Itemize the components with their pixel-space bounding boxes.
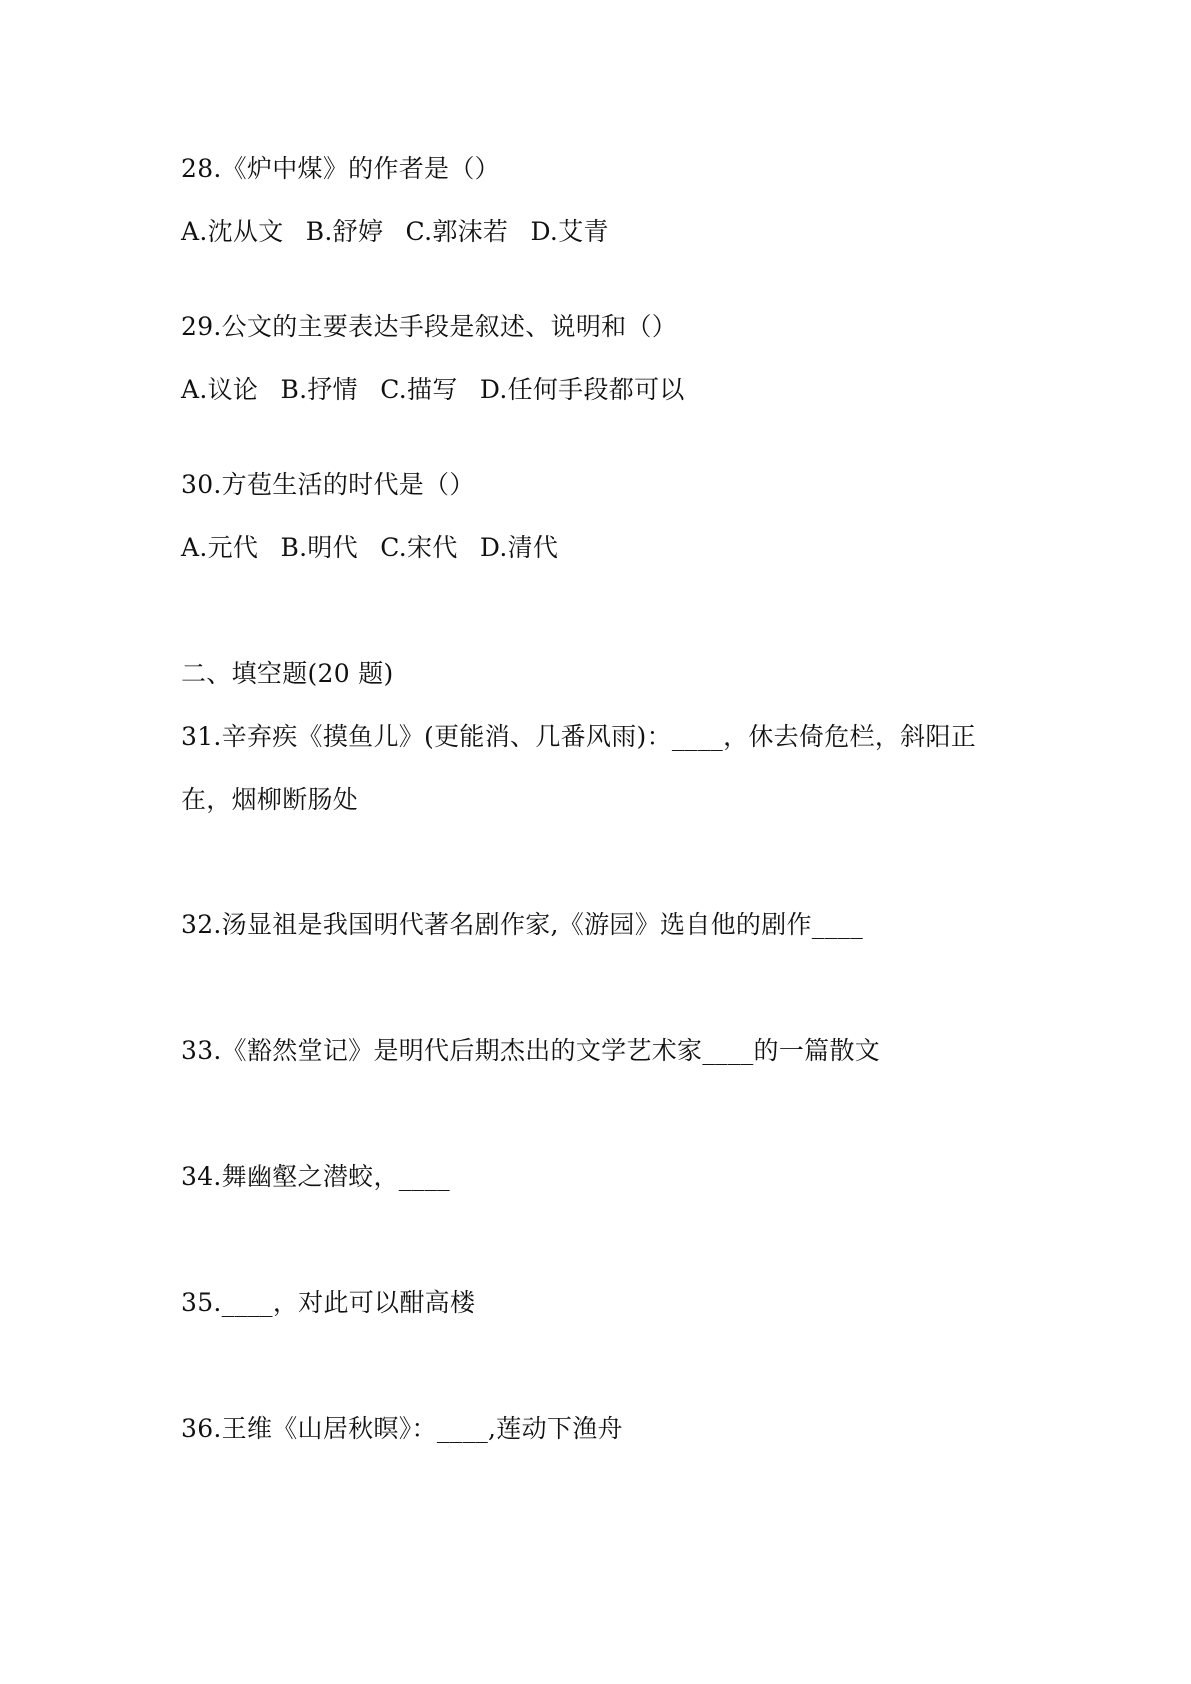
- option-29-b: B.抒情: [280, 375, 358, 404]
- question-29: 29.公文的主要表达手段是叙述、说明和（）: [181, 312, 678, 341]
- question-32: 32.汤显祖是我国明代著名剧作家,《游园》选自他的剧作____: [181, 910, 864, 939]
- section-title: 二、填空题(20 题): [181, 659, 394, 688]
- option-28-a: A.沈从文: [181, 217, 284, 246]
- question-36: 36.王维《山居秋暝》：____,莲动下渔舟: [181, 1414, 623, 1443]
- options-30: [181, 531, 558, 565]
- question-31: 31.辛弃疾《摸鱼儿》(更能消、几番风雨)：____，休去倚危栏，斜阳正: [181, 722, 977, 751]
- option-30-a: A.元代: [181, 533, 259, 562]
- options-28: [181, 215, 609, 249]
- question-34: 34.舞幽壑之潜蛟，____: [181, 1162, 450, 1191]
- option-29-d: D.任何手段都可以: [479, 375, 685, 404]
- question-35: 35.____，对此可以酣高楼: [181, 1288, 476, 1317]
- option-29-c: C.描写: [380, 375, 458, 404]
- question-33: 33.《豁然堂记》是明代后期杰出的文学艺术家____的一篇散文: [181, 1036, 881, 1065]
- option-28-d: D.艾青: [530, 217, 609, 246]
- question-31-continued: 在，烟柳断肠处: [181, 785, 359, 814]
- option-30-b: B.明代: [280, 533, 358, 562]
- option-28-c: C.郭沫若: [405, 217, 509, 246]
- question-28: 28.《炉中煤》的作者是（）: [181, 154, 500, 183]
- option-28-b: B.舒婷: [305, 217, 384, 246]
- question-30: 30.方苞生活的时代是（）: [181, 470, 475, 499]
- options-29: [181, 373, 685, 407]
- option-30-c: C.宋代: [380, 533, 458, 562]
- option-29-a: A.议论: [181, 375, 259, 404]
- option-30-d: D.清代: [479, 533, 559, 562]
